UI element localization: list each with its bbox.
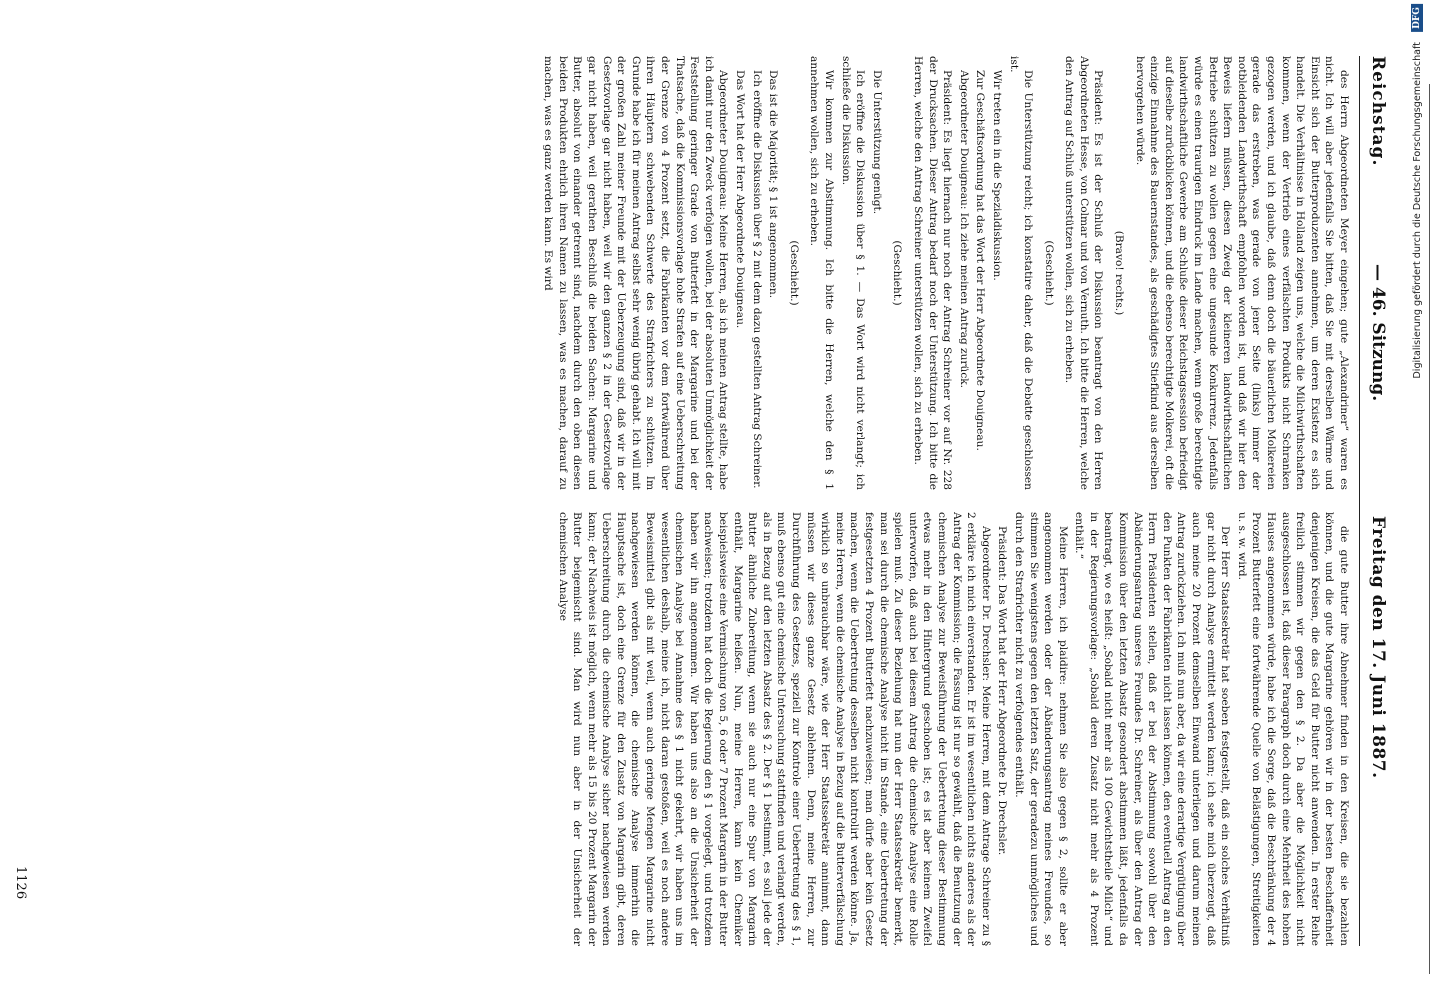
paragraph: Die Unterstützung reicht; ich konstatire daher, daß die Debatte geschlossen ist. <box>1007 56 1035 490</box>
paragraph: Die Unterstützung genügt. <box>870 70 883 215</box>
text-column-right <box>539 512 1351 946</box>
text-column-left <box>539 56 1351 490</box>
paragraph: Meine Herren, ich plaidire: nehmen Sie also gegen § 2, sollte er aber angenommen werden oder der Abänderungsantrag meines Freundes, so stimmen Sie wenigstens gegen den letzten Satz, der geradezu unmögliches und durch den Strafrichter nicht zu verfolgendes enthält. <box>1012 512 1069 946</box>
dfg-logo: DFG <box>1411 4 1423 32</box>
paragraph: Abgeordneter Douigneau: Meine Herren, als ich meinen Antrag stellte, habe ich damit nur den Zweck verfolgen wollen, bei der absoluten Unmöglichkeit der Feststellung geringer Grade von Butterfett in der Margarine und bei der Thatsache, daß die Kommissionsvorlage hohe Strafen auf eine Ueberschreitung der Grenze von 4 Prozent setzt, die Fabrikanten vor dem fortwährend über ihren Häuptern schwebenden Schwerte des Strafrichters zu schützen. Im Grunde habe ich für meinen Antrag selbst sehr wenig übrig gehabt. Ich will mit der großen Zahl meiner Freunde mit der Ueberzeugung sind, daß wir in der Gesetzvorlage gar nicht haben, weil wir den ganzen § 2 in der Gesetzvorlage gar nicht haben, weil gerathen Beschluß die beiden Sachen: Margarine und Butter, absolut von einander getrennt sind, nachdem durch den oben diesen beiden Produkten ehrlich ihren Namen zu lassen, was es machen, darauf zu machen, was es ganz werden kann. Es wird <box>542 56 730 490</box>
paragraph: Zur Geschäftsordnung hat das Wort der Herr Abgeordnete Douigneau. <box>974 70 987 451</box>
paragraph: (Bravo! rechts.) <box>1113 230 1126 316</box>
page-number-wrap <box>13 866 61 900</box>
paragraph: Das Wort hat der Herr Abgeordnete Douigneau. <box>734 70 747 329</box>
header-sitzung: — 46. Sitzung. <box>1368 264 1388 402</box>
digitization-credit <box>1402 0 1432 1000</box>
paragraph: Wir kommen zur Abstimmung. Ich bitte die Herren, welche den § 1 annehmen wollen, sich zu erheben. <box>808 56 835 490</box>
credit-column <box>1411 0 1423 378</box>
header-date: Freitag den 17. Juni 1887. <box>1368 516 1388 779</box>
paragraph: Abgeordneter Dr. Drechsler: Meine Herren, mit dem Antrage Schreiner zu § 2 erkläre ich mich einverstanden. Er ist im wesentlichen nichts anderes als der Antrag der Kommission; die Fassung ist nur so gewählt, daß die Benutzung der chemischen Analyse zur Beweisführung der Uebertretung dieser Bestimmung etwas mehr in den Hintergrund geschoben ist; es ist aber keinem Zweifel unterworfen, daß auch bei diesem Antrag die chemische Analyse eine Rolle spielen muß. Zu dieser Beziehung hat nun der Herr Staatssekretär bemerkt, man sei durch die chemische Analyse nicht im Stande, eine Uebertretung der festgesetzten 4 Prozent Butterfett nachzuweisen; man dürfe aber kein Gesetz machen, wenn die Uebertretung desselben nicht kontrolirt werden könne. Ja, meine Herren, wenn die chemische Analyse in Bezug auf die Butterverfälschung wirklich so unbrauchbar wäre, wie der Herr Staatssekretär annimmt, dann müssen wir dieses ganze Gesetz ablehnen. Denn, meine Herren, zur Durchführung des Gesetzes, speziell zur Kontrole einer Uebertretung des § 1, muß ebenso gut eine chemische Untersuchung stattfinden und verlangt werden, als in Bezug auf den letzten Absatz des § 2. Der § 1 bestimmt, es soll jede der Butter ähnliche Zubereitung, wenn sie auch nur eine Spur von Margarin enthält, Margarine heißen. Nun, meine Herren, kann kein Chemiker beispielsweise eine Vermischung von 5, 6 oder 7 Prozent Margarin in der Butter nachweisen; trotzdem hat doch die Regierung den § 1 vorgelegt, und trotzdem haben wir ihn angenommen. Wir haben uns also an die Unsicherheit der chemischen Analyse bei Annahme des § 1 nicht gekehrt, wir haben uns im wesentlichen deshalb, meine ich, nicht daran gestoßen, weil es noch andere Beweismittel gibt als mit weil, wenn auch geringe Mengen Margarine nicht nachgewiesen werden können, die chemische Analyse immerhin die Hauptsache ist, doch eine Grenze für den Zusatz von Margarin gibt, deren Ueberschreitung durch die chemische Analyse sicher nachgewiesen werden kann; der Nachweis ist möglich, wenn mehr als 15 bis 20 Prozent Margarin der Butter beigemischt sind. Man wird nun aber in der Unsicherheit der chemischen Analyse <box>556 512 992 946</box>
page-header <box>1359 56 1394 946</box>
paragraph: (Geschieht.) <box>891 240 904 306</box>
paragraph: Ich eröffne die Diskussion über § 1. — Das Wort wird nicht verlangt; ich schließe die Diskussion. <box>839 56 867 490</box>
paragraph: Präsident: Es ist der Schluß der Diskussion beantragt von den Herren Abgeordneten Hesse, von Colmar und von Vernuth. Ich bitte die Herren, welche den Antrag auf Schluß unterstützen wollen, sich zu erheben. <box>1063 56 1105 490</box>
paragraph: die gute Butter ihre Abnehmer finden in den Kreisen, die sie bezahlen können, und die gute Margarine gehören wir in der besten Beschaffenheit denjenigen Kreisen, die das Geld für Butter nicht anwenden. In erster Reihe freilich stimmen wir gegen den § 2. Da aber die Möglichkeit nicht ausgeschlossen ist, daß dieser Paragraph doch durch eine Mehrheit des hohen Hauses angenommen würde, habe ich die Sorge, daß die Beschränkung der 4 Prozent Butterfett eine fortwährende Quelle von Belästigungen, Streitigkeiten u. s. w. wird. <box>1235 512 1350 946</box>
paragraph: Präsident: Das Wort hat der Herr Abgeordnete Dr. Drechsler. <box>996 526 1009 856</box>
paragraph: (Geschieht.) <box>1042 240 1055 306</box>
paragraph: (Geschieht.) <box>787 240 800 306</box>
header-reichstag: Reichstag. <box>1368 56 1388 167</box>
paragraph: Präsident: Es liegt hiernach nur noch der Antrag Schreiner vor auf Nr. 228 der Drucksachen. Dieser Antrag bedarf noch der Unterstützung. Ich bitte die Herren, welche den Antrag Schreiner unterstützen wollen, sich zu erheben. <box>911 56 954 490</box>
credit-text: Digitalisierung gefördert durch die Deutsche Forschungsgemeinschaft <box>1411 41 1423 379</box>
page-number: 1126 <box>13 866 28 900</box>
paragraph: Wir treten ein in die Spezialdiskussion. <box>990 70 1003 281</box>
text-columns <box>539 56 1351 946</box>
paragraph: Das ist die Majorität; § 1 ist angenommen. <box>767 70 780 299</box>
paragraph: Abgeordneter Douigneau: Ich ziehe meinen Antrag zurück. <box>957 70 970 389</box>
paragraph: Der Herr Staatssekretär hat soeben festgestellt, daß ein solches Verhältniß gar nicht durch Analyse ermittelt werden kann; ich sehe mich überzeugt, daß auch meine 20 Prozent demselben Einwand unterliegen und darum meinen Antrag zurückziehen. Ich muß nun aber, da wir eine derartige Vergütigung über den Punkten der Fabrikanten nicht lassen können, den eventuell Antrag an den Herrn Präsidenten stellen, daß er bei der Abstimmung sowohl über den Abänderungsantrag unseres Freundes Dr. Schreiner, als über den Antrag der Kommission über den letzten Absatz gesondert abstimmen läßt, jedenfalls da beantragt, wo es heißt: „Sobald nicht mehr als 100 Gewichtstheile Milch“ und in der Regierungsvorlage: „Sobald deren Zusatz nicht mehr als 4 Prozent enthält.“ <box>1073 512 1232 946</box>
paragraph: des Herrn Abgeordneten Meyer eingehen; gute „Alexandriner“ waren es nicht. Ich will aber jedenfalls Sie bitten, daß Sie mit derselben Wärme und Einsicht sich der Butterproduzenten annehmen, um deren Existenz es sich handelt. Die Verhältnisse in Holland zeigen uns, welche die Milchwirthschaften kommen, wenn der Vertrieb eines verfälschten Produkts nicht Schranken gezogen werden, und ich glaube, daß denn doch die bäuerlichen Molkereien gerade das erstreben, was gerade von jener Seite (links) immer der notbleidenden Landwirthschaft empfohlen worden ist, und daß wir hier den Beweis liefern müssen, diesen Zweig der kleineren landwirthschaftlichen Betriebe schützen zu wollen gegen eine ungesunde Konkurrenz. Jedenfalls würde es einen traurigen Eindruck im Lande machen, wenn große berechtigte landwirthschaftliche Gewerbe am Schluße dieser Reichstagssession befriedigt auf dieselbe zurückblicken können, und die ebenso berechtigte Molkerei, oft die einzige Einnahme des Bauernstandes, als geschädigtes Stiefkind aus derselben hervorgehen würde. <box>1133 56 1350 490</box>
paragraph: Ich eröffne die Diskussion über § 2 mit dem dazu gestellten Antrag Schreiner. <box>750 70 763 489</box>
